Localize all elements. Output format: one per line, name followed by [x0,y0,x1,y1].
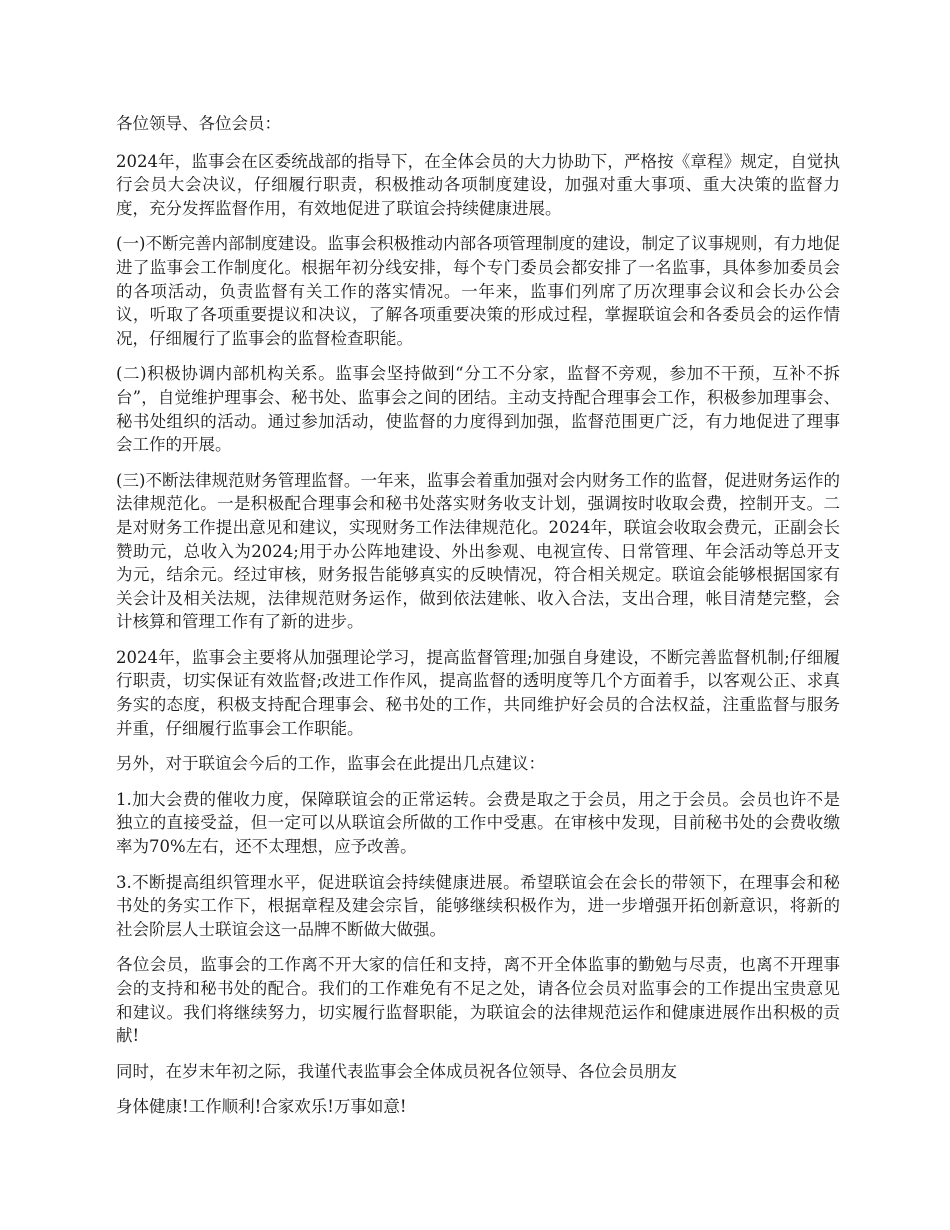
paragraph-closing: 各位会员，监事会的工作离不开大家的信任和支持，离不开全体监事的勤勉与尽责，也离不开理事会的支持和秘书处的配合。我们的工作难免有不足之处，请各位会员对监事会的工作提出宝贵意见和建议。我们将继续努力，切实履行监督职能，为联谊会的法律规范运作和健康进展作出积极的贡献! [116,955,840,1046]
paragraph-section-3: (三)不断法律规范财务管理监督。一年来，监事会着重加强对会内财务工作的监督，促进财务运作的法律规范化。一是积极配合理事会和秘书处落实财务收支计划，强调按时收取会费，控制开支。二是对财务工作提出意见和建议，实现财务工作法律规范化。2024年，联谊会收取会费元，正副会长赞助元，总收入为2024;用于办公阵地建设、外出参观、电视宣传、日常管理、年会活动等总开支为元，结余元。经过审核，财务报告能够真实的反映情况，符合相关规定。联谊会能够根据国家有关会计及相关法规，法律规范财务运作，做到依法建帐、收入合法，支出合理，帐目清楚完整，会计核算和管理工作有了新的进步。 [116,470,840,632]
paragraph-suggestions-intro: 另外，对于联谊会今后的工作，监事会在此提出几点建议： [116,754,545,774]
paragraph-wishes: 身体健康!工作顺利!合家欢乐!万事如意! [116,1097,407,1117]
document-body [116,112,840,1131]
paragraph-section-2: (二)积极协调内部机构关系。监事会坚持做到“分工不分家，监督不旁观，参加不干预，互补不拆台”，自觉维护理事会、秘书处、监事会之间的团结。主动支持配合理事会工作，积极参加理事会、秘书处组织的活动。通过参加活动，使监督的力度得到加强，监督范围更广泛，有力地促进了理事会工作的开展。 [116,364,840,455]
paragraph-plan: 2024年，监事会主要将从加强理论学习，提高监督管理;加强自身建设，不断完善监督机制;仔细履行职责，切实保证有效监督;改进工作作风，提高监督的透明度等几个方面着手，以客观公正、求真务实的态度，积极支持配合理事会、秘书处的工作，共同维护好会员的合法权益，注重监督与服务并重，仔细履行监事会工作职能。 [116,647,840,738]
salutation: 各位领导、各位会员： [116,114,281,133]
paragraph-suggestion-1: 1.加大会费的催收力度，保障联谊会的正常运转。会费是取之于会员，用之于会员。会员也许不是独立的直接受益，但一定可以从联谊会所做的工作中受惠。在审核中发现，目前秘书处的会费收缴率为70%左右，还不太理想，应予改善。 [116,789,840,857]
paragraph-opening: 2024年，监事会在区委统战部的指导下，在全体会员的大力协助下，严格按《章程》规定，自觉执行会员大会决议，仔细履行职责，积极推动各项制度建设，加强对重大事项、重大决策的监督力度，充分发挥监督作用，有效地促进了联谊会持续健康进展。 [116,151,840,218]
paragraph-suggestion-3: 3.不断提高组织管理水平，促进联谊会持续健康进展。希望联谊会在会长的带领下，在理事会和秘书处的务实工作下，根据章程及建会宗旨，能够继续积极作为，进一步增强开拓创新意识，将新的社会阶层人士联谊会这一品牌不断做大做强。 [116,872,840,939]
paragraph-section-1: (一)不断完善内部制度建设。监事会积极推动内部各项管理制度的建设，制定了议事规则，有力地促进了监事会工作制度化。根据年初分线安排，每个专门委员会都安排了一名监事，具体参加委员会的各项活动，负责监督有关工作的落实情况。一年来，监事们列席了历次理事会议和会长办公会议，听取了各项重要提议和决议，了解各项重要决策的形成过程，掌握联谊会和各委员会的运作情况，仔细履行了监事会的监督检查职能。 [116,234,840,348]
paragraph-greeting: 同时，在岁末年初之际，我谨代表监事会全体成员祝各位领导、各位会员朋友 [116,1061,677,1081]
